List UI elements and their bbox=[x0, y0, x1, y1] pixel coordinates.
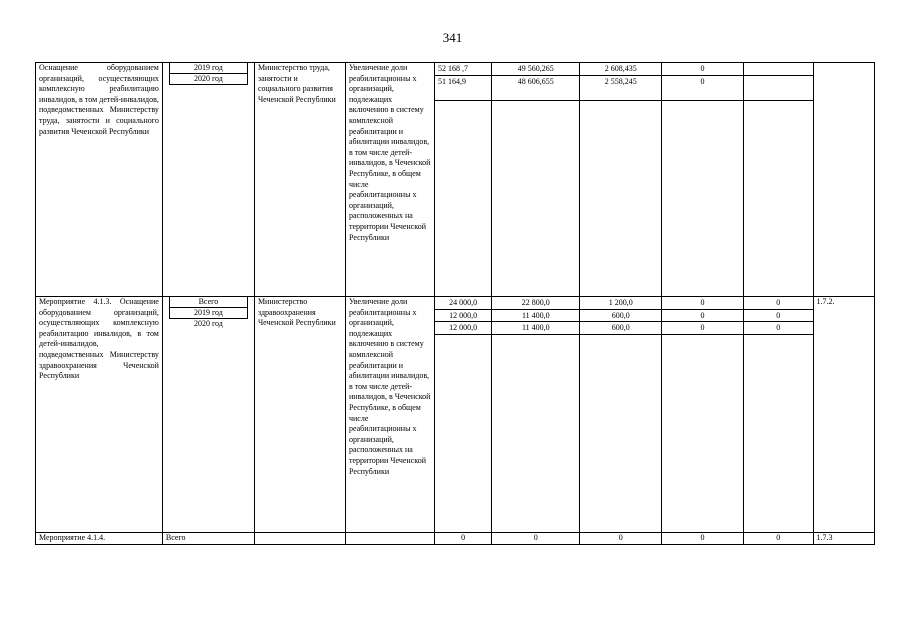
indicator: Увеличение доли реабилитационны х организаций, подлежащих включению в систему комплексной реабилитации и абилитации инвалидов, в том числе детей-инвалидов, в Чеченской Республике, в общем числе реабилитационны х организаций, расположенных на территории Чеченской Республики bbox=[345, 297, 434, 533]
value: 0 bbox=[435, 533, 492, 545]
program-table bbox=[35, 62, 875, 545]
value: 12 000,0 bbox=[435, 322, 491, 335]
value: 0 bbox=[744, 297, 813, 310]
page-number: 341 bbox=[442, 30, 463, 45]
value bbox=[744, 63, 813, 76]
value: 11 400,0 bbox=[492, 322, 579, 335]
value-col-1 bbox=[435, 63, 492, 297]
table-row bbox=[36, 63, 875, 297]
value: 0 bbox=[492, 533, 580, 545]
executor: Министерство труда, занятости и социального развития Чеченской Республики bbox=[254, 63, 345, 297]
value: 0 bbox=[744, 322, 813, 335]
value: 48 606,655 bbox=[492, 76, 579, 101]
value-col-5 bbox=[743, 63, 813, 297]
value-col-3 bbox=[580, 297, 662, 533]
value: 52 168 ,7 bbox=[435, 63, 491, 76]
table-row bbox=[36, 533, 875, 545]
indicator-code: 1.7.2. bbox=[813, 297, 874, 533]
value: 11 400,0 bbox=[492, 310, 579, 323]
value: 600,0 bbox=[580, 322, 661, 335]
value-col-5 bbox=[743, 297, 813, 533]
year-label: 2019 год bbox=[169, 308, 248, 319]
activity-name: Оснащение оборудованием организаций, осуществляющих комплексную реабилитацию инвалидов, в том детей-инвалидов, подведомственных Министерству труда, занятости и социального развития Чеченской Республики bbox=[36, 63, 163, 297]
value: 0 bbox=[662, 63, 743, 76]
activity-name: Мероприятие 4.1.3. Оснащение оборудованием организаций, осуществляющих комплексную реабилитацию инвалидов, в том детей-инвалидов, подведомственных Министерству здравоохранения Чеченской Республики bbox=[36, 297, 163, 533]
value-col-2 bbox=[492, 297, 580, 533]
value: 0 bbox=[662, 297, 743, 310]
value: 600,0 bbox=[580, 310, 661, 323]
value-col-1 bbox=[435, 297, 492, 533]
value-col-3 bbox=[580, 63, 662, 297]
indicator: Увеличение доли реабилитационны х организаций, подлежащих включению в систему комплексной реабилитации и абилитации инвалидов, в том числе детей-инвалидов, в Чеченской Республике, в общем числе реабилитационны х организаций, расположенных на территории Чеченской Республики bbox=[345, 63, 434, 297]
value: 49 560,265 bbox=[492, 63, 579, 76]
value: 51 164,9 bbox=[435, 76, 491, 101]
executor bbox=[254, 533, 345, 545]
value: 2 558,245 bbox=[580, 76, 661, 101]
value: 24 000,0 bbox=[435, 297, 491, 310]
year-label: 2019 год bbox=[169, 63, 248, 74]
value-col-4 bbox=[662, 297, 744, 533]
years-cell bbox=[162, 63, 254, 297]
year-label: Всего bbox=[162, 533, 254, 545]
value bbox=[744, 76, 813, 101]
table-row bbox=[36, 297, 875, 533]
executor: Министерство здравоохранения Чеченской Республики bbox=[254, 297, 345, 533]
value: 1 200,0 bbox=[580, 297, 661, 310]
value: 0 bbox=[662, 310, 743, 323]
value: 0 bbox=[580, 533, 662, 545]
activity-name: Мероприятие 4.1.4. bbox=[36, 533, 163, 545]
indicator-code: 1.7.3 bbox=[813, 533, 874, 545]
years-cell bbox=[162, 297, 254, 533]
indicator-code bbox=[813, 63, 874, 297]
value: 22 800,0 bbox=[492, 297, 579, 310]
year-label: 2020 год bbox=[193, 319, 223, 328]
value-col-4 bbox=[662, 63, 744, 297]
year-label: 2020 год bbox=[169, 74, 248, 85]
value-col-2 bbox=[492, 63, 580, 297]
value: 0 bbox=[662, 322, 743, 335]
year-label: Всего bbox=[169, 297, 248, 308]
value: 12 000,0 bbox=[435, 310, 491, 323]
value: 2 608,435 bbox=[580, 63, 661, 76]
value: 0 bbox=[662, 76, 743, 101]
value: 0 bbox=[662, 533, 744, 545]
value: 0 bbox=[744, 310, 813, 323]
indicator bbox=[345, 533, 434, 545]
value: 0 bbox=[743, 533, 813, 545]
